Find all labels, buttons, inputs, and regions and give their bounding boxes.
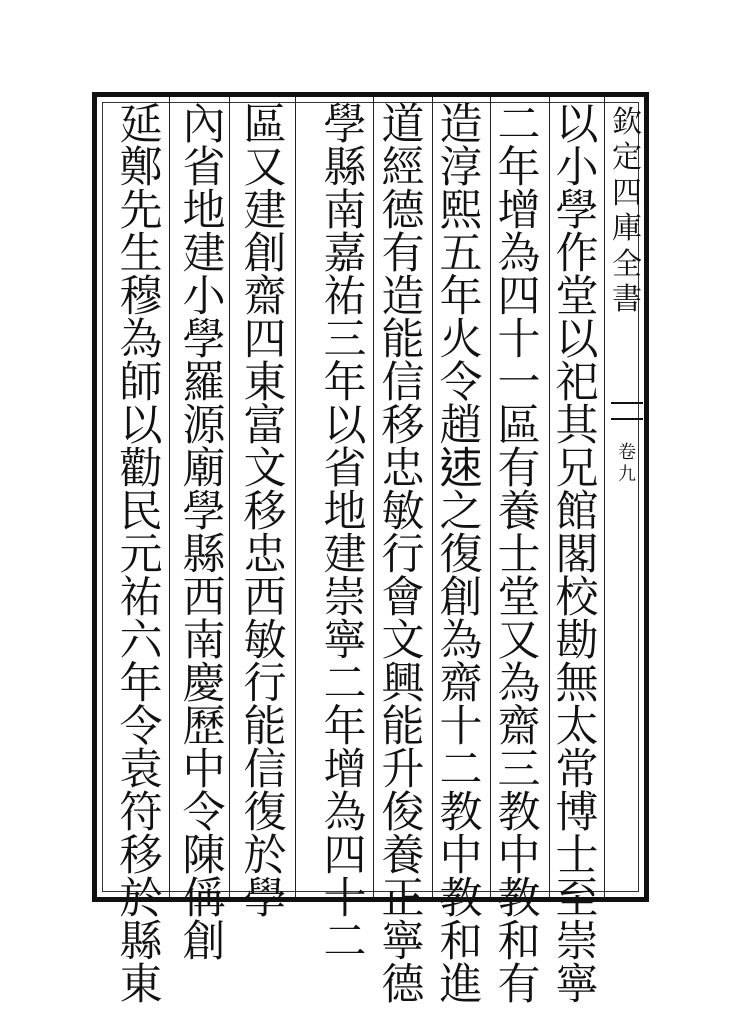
text-character: 四 <box>497 272 541 322</box>
text-character: 五 <box>439 229 483 279</box>
text-character: 富 <box>243 401 287 451</box>
text-character: 二 <box>323 659 367 709</box>
text-character: 和 <box>439 917 483 967</box>
text-character: 俊 <box>381 788 425 838</box>
text-character: 勸 <box>119 444 163 494</box>
title-character: 欽 <box>612 105 642 140</box>
text-character: 有 <box>497 960 541 1010</box>
title-character: 定 <box>612 140 642 176</box>
text-character: 養 <box>497 487 541 537</box>
text-character: 區 <box>497 401 541 451</box>
volume-character: 九 <box>618 463 636 485</box>
text-character: 齋 <box>497 702 541 752</box>
text-character: 寧 <box>555 960 599 1010</box>
text-character: 年 <box>323 358 367 408</box>
text-character: 常 <box>555 745 599 795</box>
text-character: 勘 <box>555 616 599 666</box>
text-column <box>236 100 294 924</box>
text-character: 符 <box>119 788 163 838</box>
text-character: 作 <box>555 229 599 279</box>
text-character: 復 <box>243 788 287 838</box>
text-character: 校 <box>555 573 599 623</box>
text-character: 行 <box>243 659 287 709</box>
text-character: 縣 <box>323 143 367 193</box>
text-character: 道 <box>381 100 425 150</box>
text-character: 有 <box>497 444 541 494</box>
text-character: 齋 <box>439 659 483 709</box>
text-character: 學 <box>182 487 226 537</box>
text-character: 縣 <box>119 917 163 967</box>
text-character: 為 <box>323 788 367 838</box>
text-column <box>548 100 606 1010</box>
text-character: 忠 <box>243 530 287 580</box>
text-character: 增 <box>323 745 367 795</box>
text-character: 又 <box>497 616 541 666</box>
text-character: 能 <box>381 315 425 365</box>
text-character: 生 <box>119 229 163 279</box>
text-character: 移 <box>119 831 163 881</box>
text-character: 趙 <box>439 401 483 451</box>
text-character: 祐 <box>119 573 163 623</box>
text-character: 士 <box>555 831 599 881</box>
text-character: 省 <box>323 444 367 494</box>
text-character: 建 <box>182 229 226 279</box>
text-character: 於 <box>119 874 163 924</box>
text-character: 歷 <box>182 702 226 752</box>
text-column <box>175 100 233 967</box>
text-character: 羅 <box>182 358 226 408</box>
text-character: 年 <box>439 272 483 322</box>
text-character: 十 <box>323 874 367 924</box>
text-character: 創 <box>439 573 483 623</box>
margin-column <box>611 97 643 897</box>
text-character: 兄 <box>555 444 599 494</box>
text-character: 南 <box>182 616 226 666</box>
text-column <box>374 100 432 1010</box>
text-character: 文 <box>381 616 425 666</box>
text-character: 中 <box>497 831 541 881</box>
text-character: 造 <box>439 100 483 150</box>
text-character: 小 <box>182 272 226 322</box>
volume-character: 卷 <box>618 442 636 463</box>
text-character: 又 <box>243 143 287 193</box>
text-character: 令 <box>182 788 226 838</box>
text-character: 先 <box>119 186 163 236</box>
text-character: 學 <box>555 186 599 236</box>
text-character: 區 <box>243 100 287 150</box>
text-character: 六 <box>119 616 163 666</box>
text-character: 建 <box>243 186 287 236</box>
text-character: 館 <box>555 487 599 537</box>
text-character: 會 <box>381 573 425 623</box>
text-character: 至 <box>555 874 599 924</box>
text-character: 建 <box>323 530 367 580</box>
text-character: 民 <box>119 487 163 537</box>
text-character: 教 <box>497 874 541 924</box>
text-character: 西 <box>182 573 226 623</box>
text-character: 十 <box>497 315 541 365</box>
text-character: 崇 <box>323 573 367 623</box>
text-character: 廟 <box>182 444 226 494</box>
text-character: 堂 <box>497 573 541 623</box>
text-column <box>490 100 548 1010</box>
text-character: 十 <box>439 702 483 752</box>
text-character: 士 <box>497 530 541 580</box>
text-character: 二 <box>439 745 483 795</box>
text-character: 源 <box>182 401 226 451</box>
text-character: 年 <box>323 702 367 752</box>
text-character: 中 <box>182 745 226 795</box>
text-character: 學 <box>243 874 287 924</box>
text-character: 東 <box>243 358 287 408</box>
text-character: 省 <box>182 143 226 193</box>
text-character: 鄭 <box>119 143 163 193</box>
text-character: 教 <box>497 788 541 838</box>
text-character: 忠 <box>381 444 425 494</box>
text-character: 齋 <box>243 272 287 322</box>
text-character: 令 <box>439 358 483 408</box>
text-character: 四 <box>243 315 287 365</box>
text-character: 正 <box>381 874 425 924</box>
text-character: 熙 <box>439 186 483 236</box>
fishtail-mark <box>611 402 643 420</box>
text-character: 元 <box>119 530 163 580</box>
text-character: 信 <box>243 745 287 795</box>
text-character: 於 <box>243 831 287 881</box>
text-character: 內 <box>182 100 226 150</box>
text-character: 地 <box>182 186 226 236</box>
text-character: 以 <box>323 401 367 451</box>
text-character: 小 <box>555 143 599 193</box>
text-character: 中 <box>439 831 483 881</box>
text-character: 敏 <box>243 616 287 666</box>
text-character: 三 <box>323 315 367 365</box>
text-character: 興 <box>381 659 425 709</box>
text-character: 祐 <box>323 272 367 322</box>
text-character: 其 <box>555 401 599 451</box>
text-character: 有 <box>381 229 425 279</box>
text-character: 三 <box>497 745 541 795</box>
text-character: 寧 <box>323 616 367 666</box>
column-rule <box>295 97 296 897</box>
text-character: 學 <box>323 100 367 150</box>
text-character: 縣 <box>182 530 226 580</box>
text-character: 南 <box>323 186 367 236</box>
text-character: 學 <box>182 315 226 365</box>
text-character: 造 <box>381 272 425 322</box>
text-character: 西 <box>243 573 287 623</box>
text-character: 地 <box>323 487 367 537</box>
text-character: 東 <box>119 960 163 1010</box>
text-character: 經 <box>381 143 425 193</box>
title-character: 全 <box>612 246 642 282</box>
text-character: 師 <box>119 358 163 408</box>
text-character: 德 <box>381 186 425 236</box>
text-character: 移 <box>381 401 425 451</box>
text-character: 祀 <box>555 358 599 408</box>
text-character: 敏 <box>381 487 425 537</box>
text-character: 為 <box>497 659 541 709</box>
text-column <box>316 100 374 967</box>
text-character: 偁 <box>182 874 226 924</box>
text-character: 寧 <box>381 917 425 967</box>
text-character: 德 <box>381 960 425 1010</box>
text-column <box>112 100 170 1010</box>
text-character: 教 <box>439 788 483 838</box>
text-character: 為 <box>497 229 541 279</box>
text-character: 以 <box>555 100 599 150</box>
text-character: 進 <box>439 960 483 1010</box>
text-character: 升 <box>381 745 425 795</box>
text-character: 和 <box>497 917 541 967</box>
text-character: 能 <box>381 702 425 752</box>
volume-label <box>611 442 643 485</box>
text-character: 能 <box>243 702 287 752</box>
text-character: 𨒪 <box>439 444 483 494</box>
text-character: 行 <box>381 530 425 580</box>
text-character: 崇 <box>555 917 599 967</box>
text-character: 慶 <box>182 659 226 709</box>
text-character: 以 <box>555 315 599 365</box>
text-character: 二 <box>497 100 541 150</box>
text-character: 淳 <box>439 143 483 193</box>
text-character: 閣 <box>555 530 599 580</box>
text-character: 創 <box>182 917 226 967</box>
text-character: 信 <box>381 358 425 408</box>
text-character: 之 <box>439 487 483 537</box>
text-character: 延 <box>119 100 163 150</box>
text-character: 袁 <box>119 745 163 795</box>
text-character: 四 <box>323 831 367 881</box>
text-character: 教 <box>439 874 483 924</box>
text-character: 火 <box>439 315 483 365</box>
text-character: 一 <box>497 358 541 408</box>
text-character: 以 <box>119 401 163 451</box>
text-character: 移 <box>243 487 287 537</box>
text-character: 復 <box>439 530 483 580</box>
text-character: 為 <box>119 315 163 365</box>
text-character: 令 <box>119 702 163 752</box>
text-character: 增 <box>497 186 541 236</box>
text-character: 為 <box>439 616 483 666</box>
text-column <box>432 100 490 1010</box>
book-title <box>611 105 643 317</box>
title-character: 書 <box>612 281 642 317</box>
text-character: 年 <box>497 143 541 193</box>
text-character: 堂 <box>555 272 599 322</box>
text-character: 陳 <box>182 831 226 881</box>
text-character: 二 <box>323 917 367 967</box>
text-character: 嘉 <box>323 229 367 279</box>
text-character: 年 <box>119 659 163 709</box>
text-character: 穆 <box>119 272 163 322</box>
text-character: 養 <box>381 831 425 881</box>
text-character: 博 <box>555 788 599 838</box>
title-character: 四 <box>612 175 642 211</box>
text-character: 創 <box>243 229 287 279</box>
text-character: 文 <box>243 444 287 494</box>
text-character: 太 <box>555 702 599 752</box>
text-character: 無 <box>555 659 599 709</box>
title-character: 庫 <box>612 211 642 247</box>
